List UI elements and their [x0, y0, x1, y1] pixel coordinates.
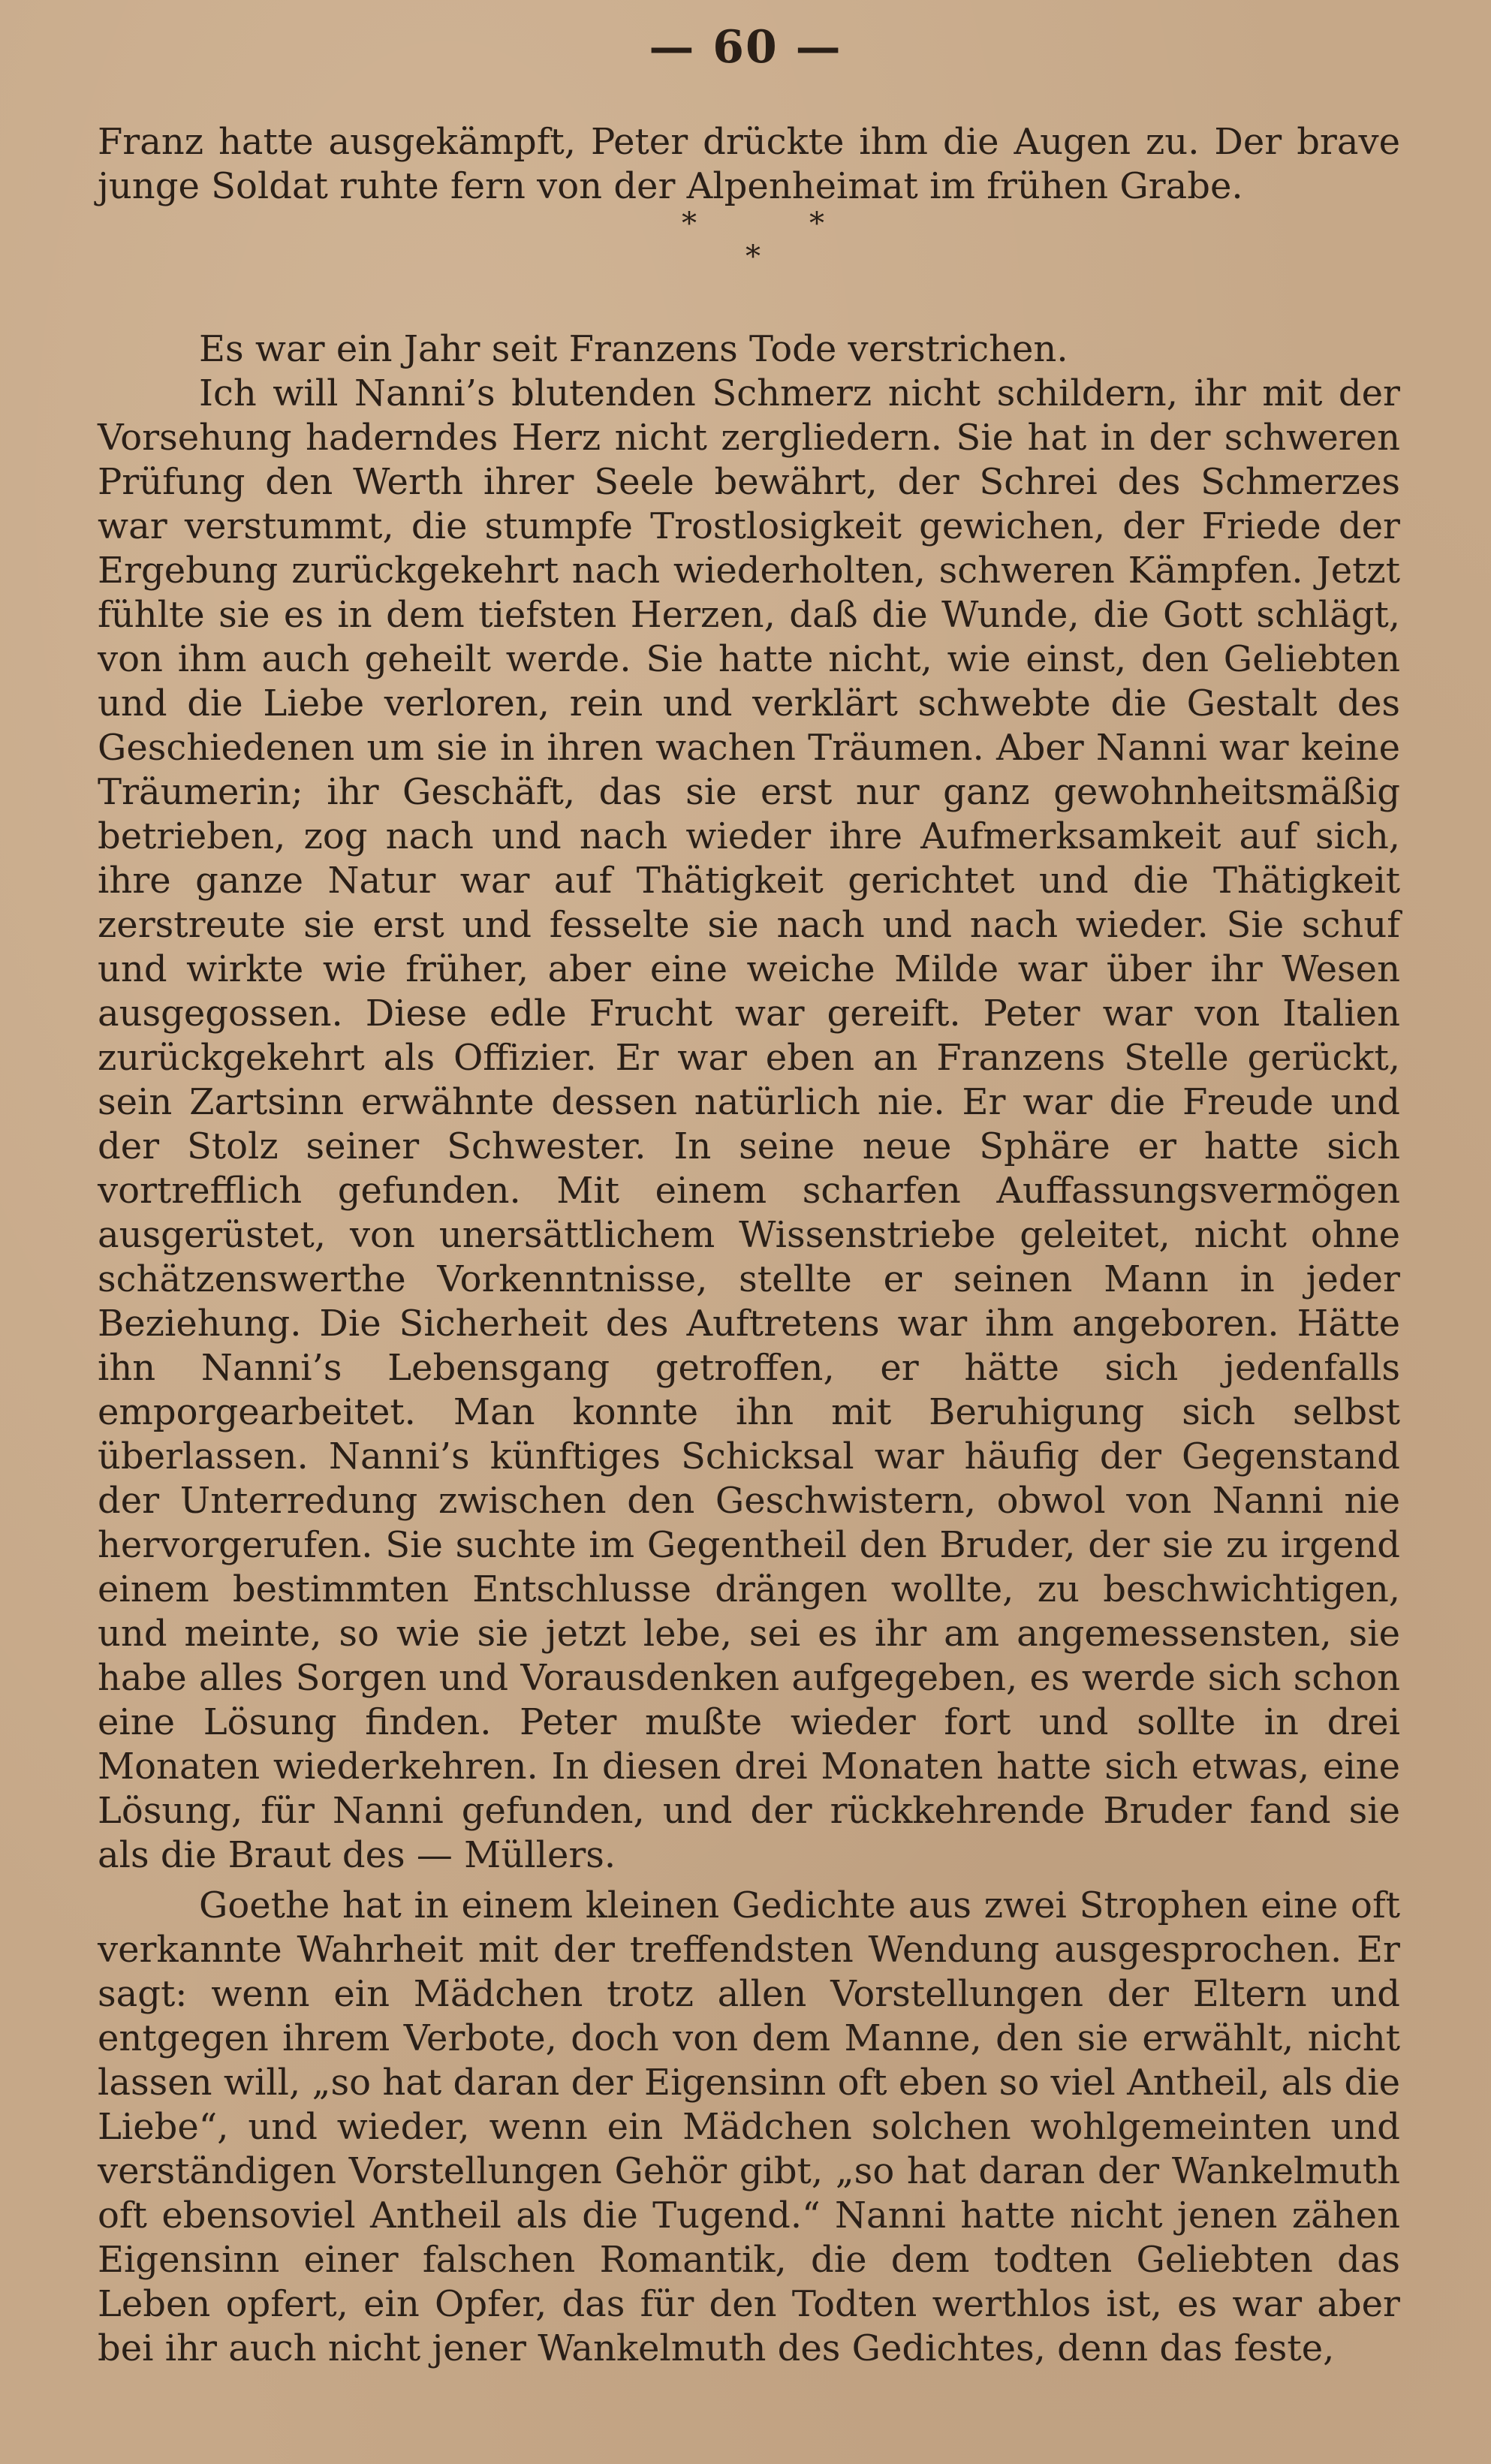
asterisk-ornament: * — [809, 206, 824, 241]
section-separator — [98, 206, 1400, 327]
page-number: — 60 — — [649, 21, 842, 74]
paragraph-3: Ich will Nanni’s blutenden Schmerz nicht schildern, ihr mit der Vorsehung haderndes Herz nicht zergliedern. Sie hat in der schweren Prüfung den Werth ihrer Seele bewährt, der Schrei des Schmerzes war verstummt, die stumpfe Trostlosigkeit gewichen, der Friede der Ergebung zurückgekehrt nach wiederholten, schweren Kämpfen. Jetzt fühlte sie es in dem tiefsten Herzen, daß die Wunde, die Gott schlägt, von ihm auch geheilt werde. Sie hatte nicht, wie einst, den Geliebten und die Liebe verloren, rein und verklärt schwebte die Gestalt des Geschiedenen um sie in ihren wachen Träumen. Aber Nanni war keine Träumerin; ihr Geschäft, das sie erst nur ganz gewohnheitsmäßig betrieben, zog nach und nach wieder ihre Aufmerksamkeit auf sich, ihre ganze Natur war auf Thätigkeit gerichtet und die Thätigkeit zerstreute sie erst und fesselte sie nach und nach wieder. Sie schuf und wirkte wie früher, aber eine weiche Milde war über ihr Wesen ausgegossen. Diese edle Frucht war gereift. Peter war von Italien zurückgekehrt als Offizier. Er war eben an Franzens Stelle gerückt, sein Zartsinn erwähnte dessen natürlich nie. Er war die Freude und der Stolz seiner Schwester. In seine neue Sphäre er hatte sich vortrefflich gefunden. Mit einem scharfen Auffassungsvermögen ausgerüstet, von unersättlichem Wissenstriebe geleitet, nicht ohne schätzenswerthe Vorkenntnisse, stellte er seinen Mann in jeder Beziehung. Die Sicherheit des Auftretens war ihm angeboren. Hätte ihn Nanni’s Lebensgang getroffen, er hätte sich jedenfalls emporgearbeitet. Man konnte ihn mit Beruhigung sich selbst überlassen. Nanni’s künftiges Schicksal war häufig der Gegenstand der Unterredung zwischen den Geschwistern, obwol von Nanni nie hervorgerufen. Sie suchte im Gegentheil den Bruder, der sie zu irgend einem bestimmten Entschlusse drängen wollte, zu beschwichtigen, und meinte, so wie sie jetzt lebe, sei es ihr am angemessensten, sie habe alles Sorgen und Vorausdenken aufgegeben, es werde sich schon eine Lösung finden. Peter mußte wieder fort und sollte in drei Monaten wiederkehren. In diesen drei Monaten hatte sich etwas, eine Lösung, für Nanni gefunden, und der rückkehrende Bruder fand sie als die Braut des — Müllers. — [98, 372, 1400, 1876]
paragraph-4: Goethe hat in einem kleinen Gedichte aus zwei Strophen eine oft verkannte Wahrheit mit der treffendsten Wendung ausgesprochen. Er sagt: wenn ein Mädchen trotz allen Vorstellungen der Eltern und entgegen ihrem Verbote, doch von dem Manne, den sie erwählt, nicht lassen will, „so hat daran der Eigensinn oft eben so viel Antheil, als die Liebe“, und wieder, wenn ein Mädchen solchen wohlgemeinten und verständigen Vorstellungen Gehör gibt, „so hat daran der Wankelmuth oft ebensoviel Antheil als die Tugend.“ Nanni hatte nicht jenen zähen Eigensinn einer falschen Romantik, die dem todten Geliebten das Leben opfert, ein Opfer, das für den Todten werthlos ist, es war aber bei ihr auch nicht jener Wankelmuth des Gedichtes, denn das feste, — [98, 1884, 1400, 2369]
paragraph-1: Franz hatte ausgekämpft, Peter drückte ihm die Augen zu. Der brave junge Soldat ruhte fern von der Alpenheimat im frühen Grabe. — [98, 121, 1400, 207]
paragraph-gap — [98, 1878, 1400, 1884]
body-text — [98, 120, 1400, 2371]
asterisk-ornament: * — [746, 239, 761, 274]
asterisk-ornament: * — [682, 206, 697, 241]
paragraph-2: Es war ein Jahr seit Franzens Tode verstrichen. — [199, 328, 1068, 370]
